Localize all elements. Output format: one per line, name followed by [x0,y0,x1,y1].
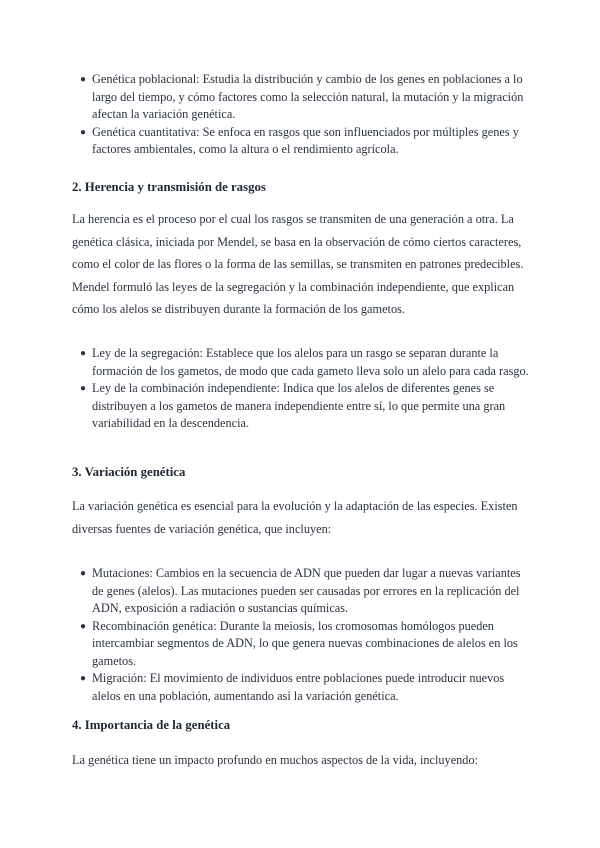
list-item-text: Mutaciones: Cambios en la secuencia de ADN que pueden dar lugar a nuevas variantes de genes (alelos). Las mutaciones pueden ser causadas por errores en la replicación del ADN, exposición a radiación o sustancias químicas. [92,566,521,615]
list-item-text: Recombinación genética: Durante la meiosis, los cromosomas homólogos pueden intercambiar segmentos de ADN, lo que genera nuevas combinaciones de alelos en los gametos. [92,618,518,668]
bullet-icon: ● [80,348,87,359]
paragraph-herencia: La herencia es el proceso por el cual los rasgos se transmiten de una generación a otra. La genética clásica, iniciada por Mendel, se basa en la observación de cómo ciertos caracteres, como el color de las flores o la forma de las semillas, se transmiten en patrones predecibles. Mendel formuló las leyes de la segregación y la combinación independiente, que explican cómo los alelos se distribuyen durante la formación de los gametos. [72,212,524,316]
list-item-text: Ley de la segregación: Establece que los alelos para un rasgo se separan durante la formación de los gametos, de modo que cada gameto lleva solo un alelo para cada rasgo. [92,346,529,378]
list-item [80,670,532,705]
paragraph-importancia: La genética tiene un impacto profundo en muchos aspectos de la vida, incluyendo: [72,753,479,767]
bullet-icon: ● [80,568,87,579]
bullet-icon: ● [80,126,87,138]
list-item [80,380,532,433]
paragraph-variacion: La variación genética es esencial para la evolución y la adaptación de las especies. Existen diversas fuentes de variación genética, que incluyen: [72,499,518,536]
section-heading-herencia: 2. Herencia y transmisión de rasgos [72,180,266,194]
bullet-icon: ● [80,74,87,85]
bullet-icon: ● [80,673,87,684]
list-item-text: Migración: El movimiento de individuos entre poblaciones puede introducir nuevos alelos en una población, aumentando así la variación genética. [92,671,505,703]
list-item-text: Ley de la combinación independiente: Indica que los alelos de diferentes genes se distribuyen a los gametos de manera independiente entre sí, lo que permite una gran variabilidad en la descendencia. [92,381,506,430]
bullet-icon: ● [80,620,87,632]
list-item [80,565,532,618]
bullet-list-fields [80,71,532,159]
list-item-text: Genética cuantitativa: Se enfoca en rasgos que son influenciados por múltiples genes y factores ambientales, como la altura o el rendimiento agrícola. [92,124,519,156]
list-item [80,618,532,671]
bullet-list-fuentes [80,565,532,705]
bullet-list-leyes [80,345,532,433]
list-item [80,345,532,380]
list-item [80,124,532,159]
bullet-icon: ● [80,383,87,394]
list-item [80,71,532,124]
list-item-text: Genética poblacional: Estudia la distribución y cambio de los genes en poblaciones a lo largo del tiempo, y cómo factores como la selección natural, la mutación y la migración afectan la variación genética. [92,72,524,121]
section-heading-importancia: 4. Importancia de la genética [72,718,231,732]
section-heading-variacion: 3. Variación genética [72,465,186,479]
